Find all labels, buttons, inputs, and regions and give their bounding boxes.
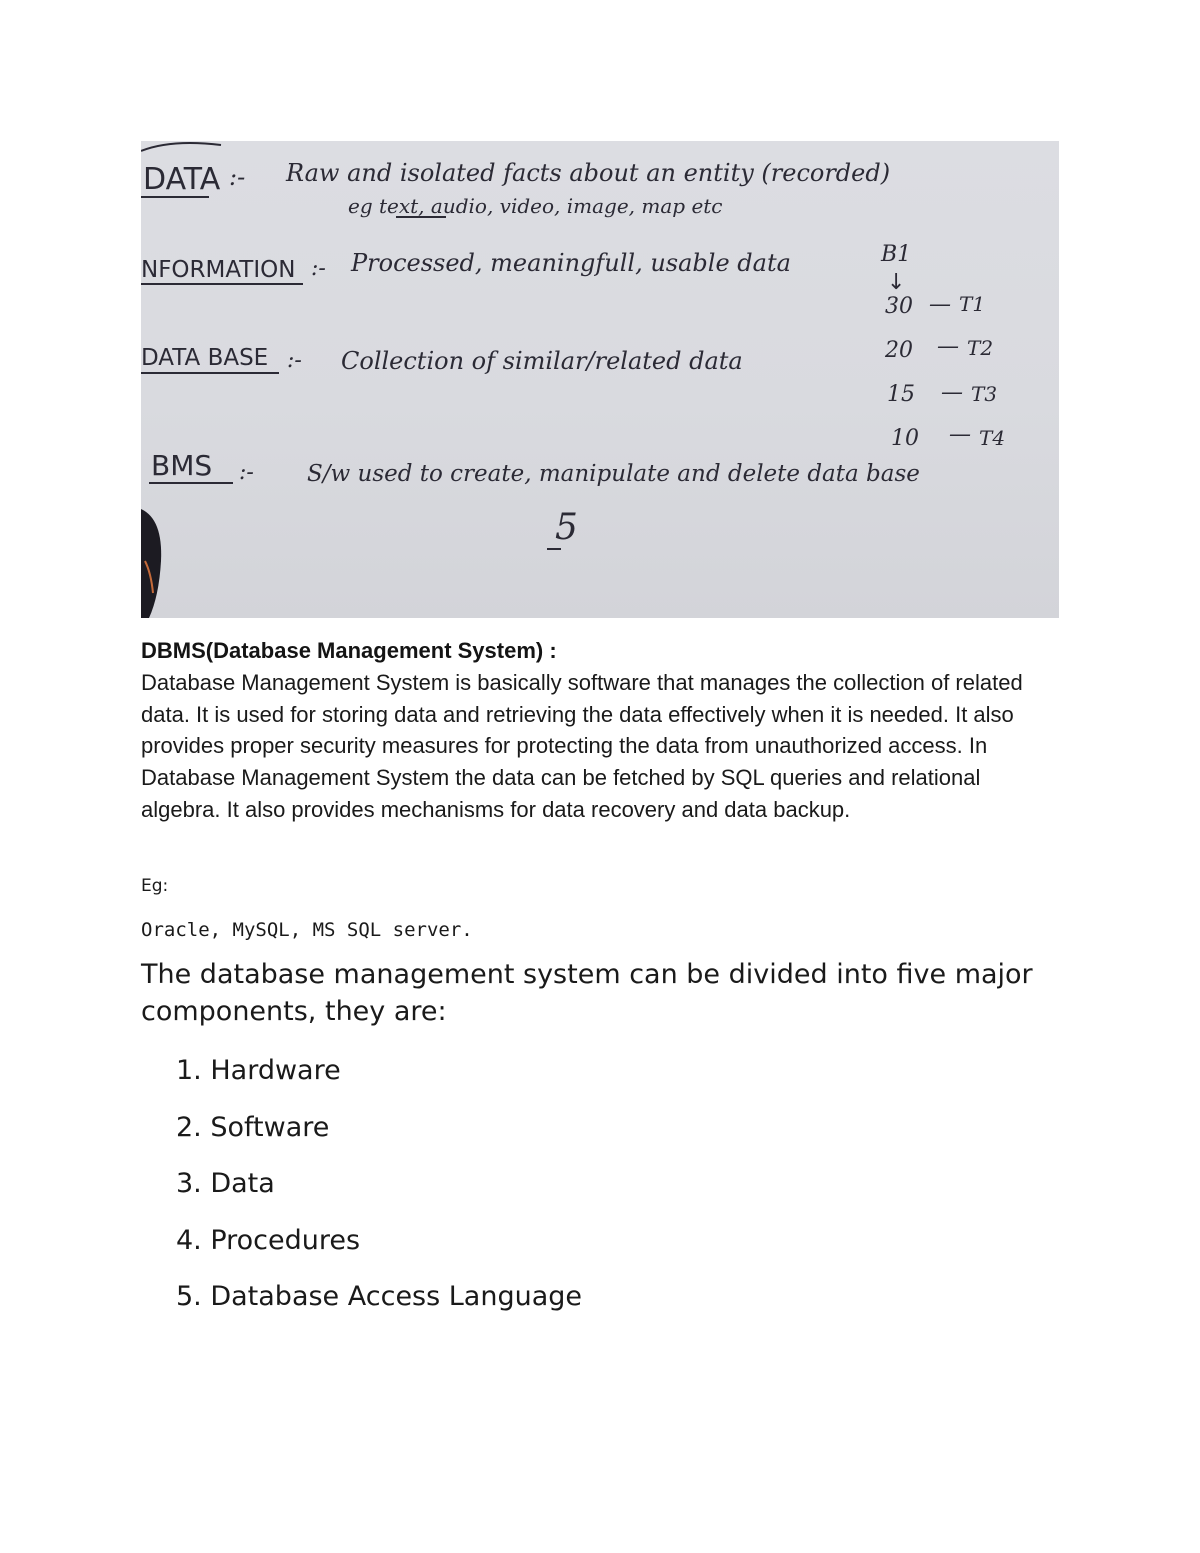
- board-side-tag: T3: [971, 382, 998, 406]
- board-side-num: 20: [885, 338, 913, 363]
- whiteboard-image: [141, 141, 1059, 618]
- board-side-row: [887, 380, 997, 407]
- definition-paragraph: Database Management System is basically software that manages the collection of related data. It is used for storing data and retrieving the data effectively when it is needed. It also provides proper security measures for protecting the data from unauthorized access. In Database Management System the data can be fetched by SQL queries and relational algebra. It also provides mechanisms for data recovery and data backup.: [141, 670, 1023, 822]
- board-side-num: 10: [891, 426, 919, 451]
- board-term-database: DATA BASE: [141, 345, 269, 371]
- list-item: 3. Data: [176, 1168, 275, 1199]
- board-digit: 5: [555, 507, 578, 548]
- example-label: Eg:: [141, 876, 169, 896]
- board-side-row: [891, 422, 1005, 451]
- section-heading: DBMS(Database Management System) :: [141, 638, 557, 663]
- board-side-dash: —: [929, 292, 951, 317]
- board-sep-3: :-: [287, 348, 302, 373]
- example-code: Oracle, MySQL, MS SQL server.: [141, 919, 473, 941]
- board-text-3: Collection of similar/related data: [341, 347, 743, 375]
- board-term-data: DATA: [143, 162, 221, 197]
- board-side-num: 30: [885, 294, 913, 319]
- board-sep-4: :-: [239, 460, 254, 485]
- board-side-arrow: ↓: [887, 270, 906, 295]
- board-side-row: [885, 292, 985, 319]
- list-item: 5. Database Access Language: [176, 1281, 583, 1312]
- board-text-1: Raw and isolated facts about an entity (recorded): [286, 159, 891, 187]
- board-side-tag: T4: [979, 426, 1006, 450]
- list-item: 1. Hardware: [176, 1055, 341, 1086]
- board-sep-1: :-: [229, 163, 246, 191]
- board-partial-mark: [141, 143, 221, 151]
- board-side-head: B1: [881, 242, 912, 267]
- board-term-dbms: BMS: [151, 449, 213, 482]
- whiteboard-drawing: [141, 141, 1059, 618]
- board-sep-2: :-: [311, 256, 326, 281]
- board-text-4: S/w used to create, manipulate and delete data base: [307, 461, 920, 487]
- board-side-row: [884, 334, 993, 363]
- board-text-2: Processed, meaningfull, usable data: [351, 249, 791, 277]
- board-term-information: NFORMATION: [141, 257, 296, 283]
- board-example-1: eg text, audio, video, image, map etc: [348, 194, 723, 218]
- list-item: 2. Software: [176, 1111, 330, 1143]
- list-item: 4. Procedures: [176, 1224, 361, 1256]
- board-shadow-shape: [141, 509, 161, 618]
- board-side-dash: —: [937, 334, 959, 359]
- board-side-tag: T1: [959, 292, 986, 316]
- board-side-num: 15: [887, 382, 915, 407]
- components-intro: The database management system can be divided into five major components, they are:: [141, 959, 1033, 1027]
- board-side-dash: —: [941, 380, 963, 405]
- board-side-dash: —: [949, 422, 971, 447]
- board-side-tag: T2: [967, 336, 994, 360]
- components-list: [141, 1051, 582, 1334]
